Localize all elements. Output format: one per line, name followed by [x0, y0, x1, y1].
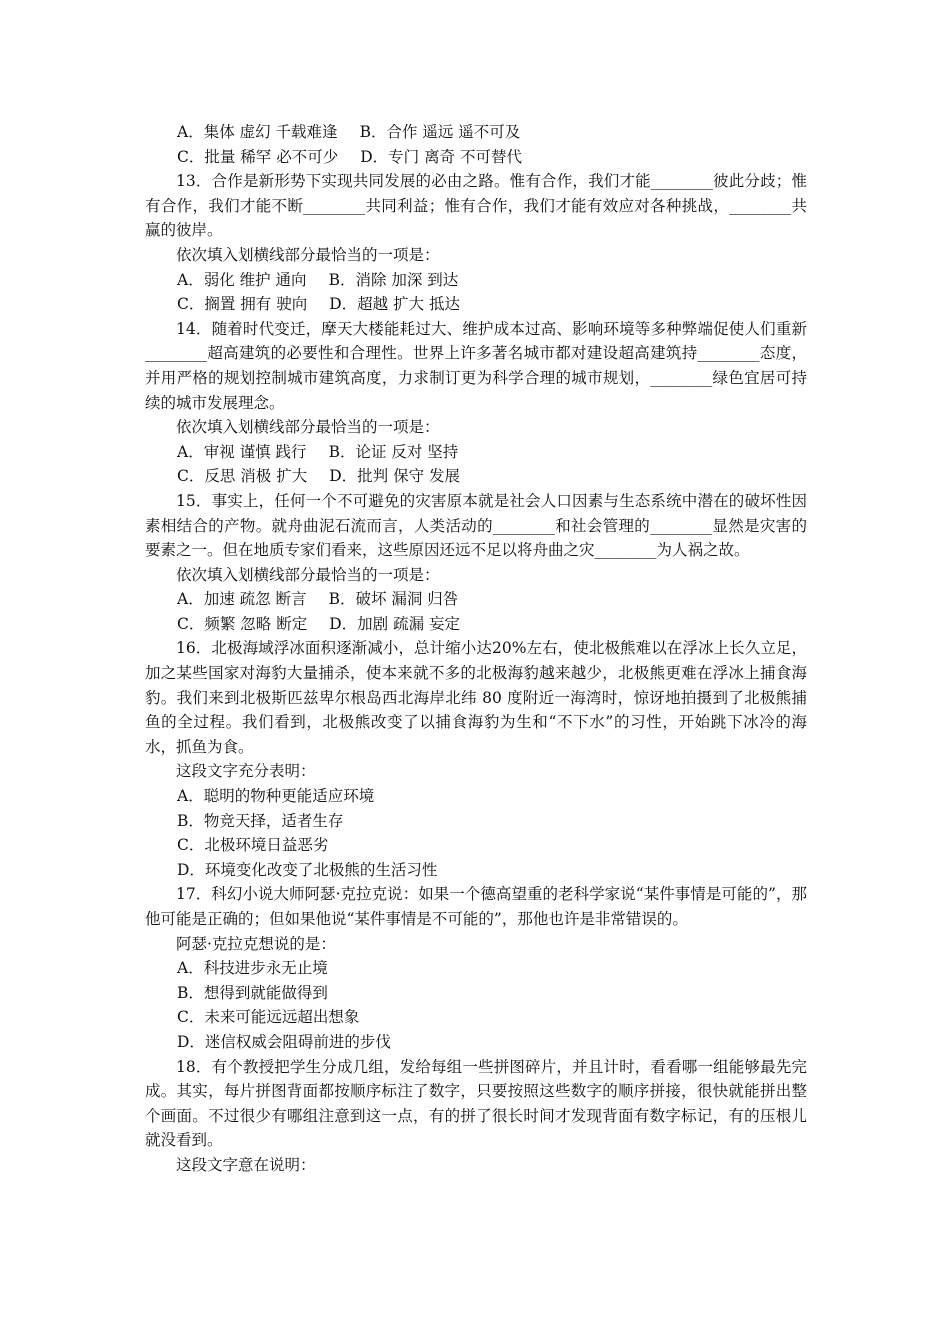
q12-options-row2 [145, 145, 807, 170]
q12-option-c: C．批量 稀罕 必不可少 [177, 147, 339, 166]
q14-option-c: C．反思 消极 扩大 [177, 467, 308, 486]
q13-option-d: D．超越 扩大 抵达 [329, 295, 461, 314]
q12-option-b: B．合作 遥远 遥不可及 [359, 123, 521, 141]
q18-prompt: 这段文字意在说明： [176, 1155, 316, 1174]
q12-options-row1 [145, 120, 807, 145]
q13-stem: 13．合作是新形势下实现共同发展的必由之路。惟有合作，我们才能________彼此分歧；惟有合作，我们才能不断________共同利益；惟有合作，我们才能有效应对各种挑战，________共赢的彼岸。 [145, 172, 807, 240]
q15-option-c: C．频繁 忽略 断定 [177, 614, 308, 633]
q16-prompt: 这段文字充分表明： [176, 762, 316, 781]
q13-options-row1 [145, 268, 807, 293]
q16-option-c: C．北极环境日益恶劣 [177, 836, 329, 855]
q17-option-b: B．想得到就能做得到 [177, 983, 328, 1002]
q13-option-b: B．消除 加深 到达 [328, 270, 459, 289]
q14-stem: 14．随着时代变迁，摩天大楼能耗过大、维护成本过高、影响环境等多种弊端促使人们重新________超高建筑的必要性和合理性。世界上许多著名城市都对建设超高建筑持________态度，并用严格的规划控制城市建筑高度，力求制订更为科学合理的城市规划，________绿色宜居可持续的城市发展理念。 [145, 319, 807, 412]
q12-option-a: A．集体 虚幻 千载难逢 [177, 123, 338, 141]
q14-prompt: 依次填入划横线部分最恰当的一项是： [176, 418, 440, 437]
q14-option-d: D．批判 保守 发展 [329, 467, 461, 486]
q13-option-a: A．弱化 维护 通向 [177, 270, 307, 289]
q15-option-d: D．加剧 疏漏 妄定 [329, 614, 461, 633]
q14-options-row1 [145, 440, 807, 465]
q15-prompt: 依次填入划横线部分最恰当的一项是： [176, 565, 440, 584]
q17-prompt: 阿瑟·克拉克想说的是： [176, 934, 336, 953]
q18-stem: 18．有个教授把学生分成几组，发给每组一些拼图碎片，并且计时，看看哪一组能够最先完成。其实，每片拼图背面都按顺序标注了数字，只要按照这些数字的顺序拼接，很快就能拼出整个画面。不过很少有哪组注意到这一点，有的拼了很长时间才发现背面有数字标记，有的压根儿就没看到。 [145, 1057, 807, 1150]
q16-option-b: B．物竞天择，适者生存 [177, 811, 344, 830]
q16-stem: 16．北极海域浮冰面积逐渐减小，总计缩小达20%左右，使北极熊难以在浮冰上长久立足，加之某些国家对海豹大量捕杀，使本来就不多的北极海豹越来越少，北极熊更难在浮冰上捕食海豹。我们来到北极斯匹兹卑尔根岛西北海岸北纬 80 度附近一海湾时，惊讶地拍摄到了北极熊捕鱼的全过程。我们看到，北极熊改变了以捕食海豹为生和“不下水”的习性，开始跳下冰冷的海水，抓鱼为食。 [145, 639, 807, 756]
q15-option-a: A．加速 疏忽 断言 [177, 590, 307, 609]
q14-option-b: B．论证 反对 坚持 [328, 442, 459, 461]
q15-stem: 15．事实上，任何一个不可避免的灾害原本就是社会人口因素与生态系统中潜在的破坏性因素相结合的产物。就舟曲泥石流而言，人类活动的________和社会管理的________显然是灾害的要素之一。但在地质专家们看来，这些原因还远不足以将舟曲之灾________为人祸之故。 [145, 491, 807, 560]
q13-options-row2 [145, 292, 807, 317]
q17-stem: 17．科幻小说大师阿瑟·克拉克说：如果一个德高望重的老科学家说“某件事情是可能的”，那他可能是正确的；但如果他说“某件事情是不可能的”，那他也许是非常错误的。 [145, 885, 807, 928]
exam-page [145, 120, 807, 1178]
q17-option-d: D．迷信权威会阻碍前进的步伐 [177, 1032, 391, 1051]
q14-options-row2 [145, 464, 807, 489]
q15-option-b: B．破坏 漏洞 归咎 [328, 590, 459, 609]
q16-option-d: D．环境变化改变了北极熊的生活习性 [177, 860, 438, 879]
q14-option-a: A．审视 谨慎 践行 [177, 442, 307, 461]
q12-option-d: D．专门 离奇 不可替代 [360, 147, 523, 166]
q16-option-a: A．聪明的物种更能适应环境 [177, 787, 375, 806]
q17-option-a: A．科技进步永无止境 [177, 959, 328, 978]
q13-option-c: C．搁置 拥有 驶向 [177, 295, 308, 314]
q13-prompt: 依次填入划横线部分最恰当的一项是： [176, 245, 440, 264]
q17-option-c: C．未来可能远远超出想象 [177, 1008, 360, 1027]
q15-options-row2 [145, 612, 807, 637]
q15-options-row1 [145, 587, 807, 612]
